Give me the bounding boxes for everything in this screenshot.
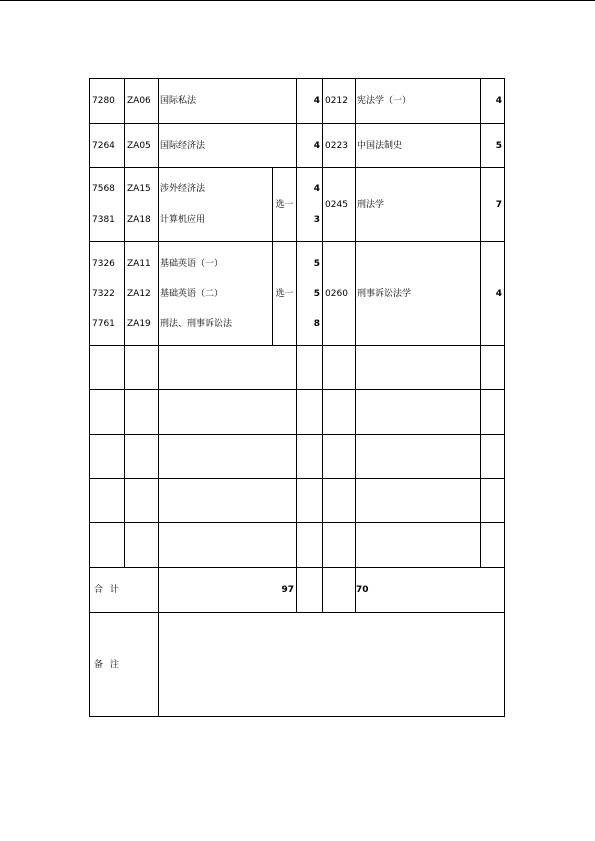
empty-cell [481,435,505,479]
empty-cell [297,479,323,523]
empty-cell [159,390,297,435]
empty-cell [125,346,159,390]
credit: 5 [313,258,321,269]
course-code-cell: 7280 [90,79,125,124]
empty-cell [159,479,297,523]
course-name-cell [159,242,273,346]
course-code-cell: 7264 [90,124,125,168]
course-code: 7326 [92,258,115,269]
empty-row [90,346,505,390]
empty-cell [90,479,125,523]
table-row [90,79,505,124]
credit: 3 [313,215,321,225]
course-name: 基础英语（二） [160,288,224,299]
empty-cell [159,435,297,479]
course-name: 刑法、刑事诉讼法 [160,318,233,329]
totals-label: 合 计 [90,568,159,613]
course-name: 基础英语（一） [160,258,224,269]
credit: 8 [313,318,321,329]
course-name-cell: 国际经济法 [159,124,297,168]
empty-cell [297,435,323,479]
empty-cell [125,479,159,523]
select-one-cell: 选一 [273,242,297,346]
course-code: 7381 [92,215,115,225]
empty-cell [297,346,323,390]
empty-cell [356,435,481,479]
required-code-cell: 0260 [323,242,356,346]
course-name: 涉外经济法 [160,184,206,194]
empty-cell [481,523,505,568]
course-id: ZA15 [127,184,151,194]
empty-cell [125,523,159,568]
course-table [89,78,505,717]
empty-cell [125,390,159,435]
empty-cell [297,568,323,613]
select-one-cell: 选一 [273,168,297,242]
empty-row [90,390,505,435]
required-credit-cell: 5 [481,124,505,168]
course-name-cell [159,168,273,242]
empty-cell [356,390,481,435]
empty-cell [159,346,297,390]
empty-cell [323,435,356,479]
table-row [90,168,505,242]
course-id-cell [125,168,159,242]
empty-cell [323,346,356,390]
credit-cell [297,242,323,346]
course-code: 7568 [92,184,115,194]
empty-cell [323,568,356,613]
empty-cell [323,479,356,523]
empty-row [90,479,505,523]
required-name-cell: 宪法学（一） [356,79,481,124]
empty-cell [356,346,481,390]
course-id: ZA18 [127,215,151,225]
credit-cell: 4 [297,124,323,168]
empty-cell [356,523,481,568]
required-credit-cell: 7 [481,168,505,242]
empty-cell [481,346,505,390]
course-id: ZA19 [127,318,151,329]
course-name-cell: 国际私法 [159,79,297,124]
required-code-cell: 0245 [323,168,356,242]
empty-cell [159,523,297,568]
empty-cell [90,523,125,568]
credit-cell: 4 [297,79,323,124]
required-credit-cell: 4 [481,79,505,124]
table-row [90,124,505,168]
empty-cell [297,523,323,568]
remarks-row [90,613,505,717]
course-id: ZA11 [127,258,151,269]
empty-cell [90,390,125,435]
empty-cell [323,390,356,435]
empty-cell [125,435,159,479]
top-rule [0,0,595,1]
remarks-content [159,613,505,717]
required-name-cell: 刑事诉讼法学 [356,242,481,346]
required-code-cell: 0212 [323,79,356,124]
remarks-label: 备 注 [90,613,159,717]
empty-cell [90,346,125,390]
course-id-cell [125,242,159,346]
empty-cell [90,435,125,479]
empty-cell [481,479,505,523]
credit: 5 [313,288,321,299]
credit: 4 [313,184,321,194]
course-name: 计算机应用 [160,215,206,225]
empty-cell [323,523,356,568]
course-code: 7761 [92,318,115,329]
required-name-cell: 刑法学 [356,168,481,242]
totals-row [90,568,505,613]
empty-cell [297,390,323,435]
course-id-cell: ZA05 [125,124,159,168]
course-code-cell [90,242,125,346]
course-id-cell: ZA06 [125,79,159,124]
empty-cell [356,479,481,523]
required-code-cell: 0223 [323,124,356,168]
empty-cell [481,390,505,435]
empty-row [90,523,505,568]
table-row [90,242,505,346]
empty-row [90,435,505,479]
course-id: ZA12 [127,288,151,299]
course-code-cell [90,168,125,242]
required-credit-cell: 4 [481,242,505,346]
required-name-cell: 中国法制史 [356,124,481,168]
totals-sum1: 97 [159,568,297,613]
totals-sum2: 70 [356,568,505,613]
credit-cell [297,168,323,242]
course-code: 7322 [92,288,115,299]
